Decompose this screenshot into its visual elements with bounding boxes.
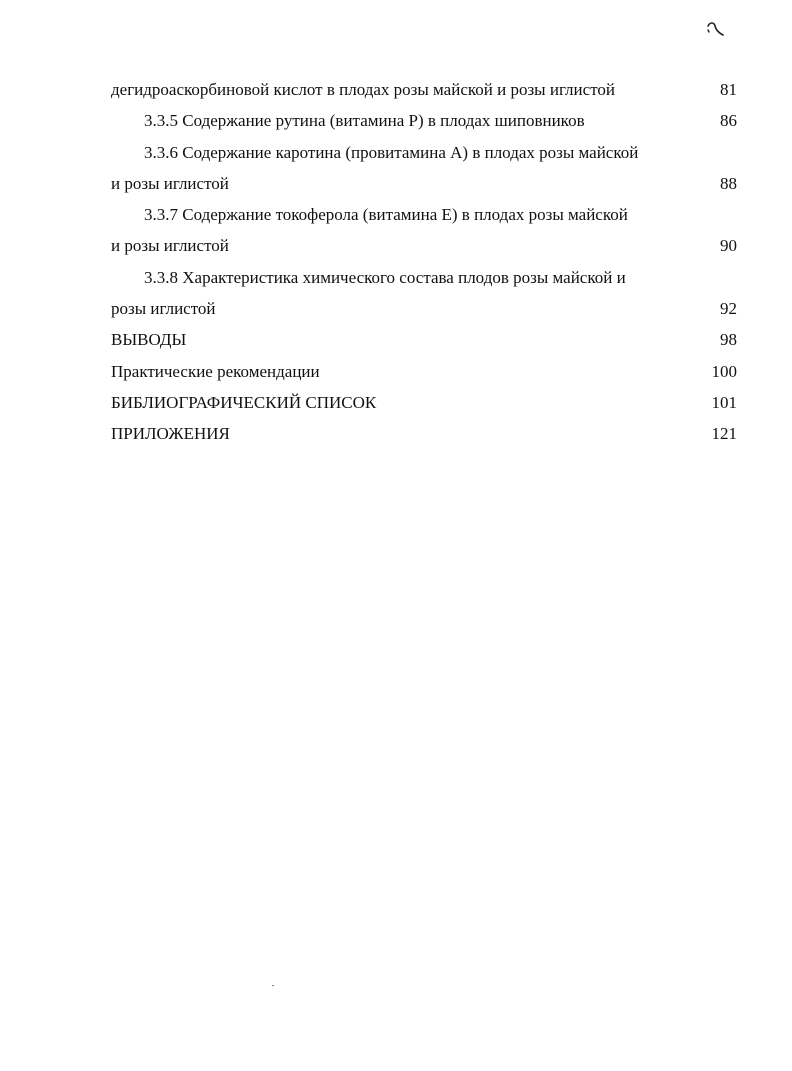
toc-line <box>111 105 737 136</box>
toc-entry-text: ВЫВОДЫ <box>111 330 187 350</box>
toc-line <box>111 293 737 324</box>
toc-page-number: 81 <box>720 80 737 99</box>
toc-page-number: 90 <box>720 236 737 256</box>
toc-line <box>111 168 737 199</box>
toc-line <box>111 137 737 168</box>
scan-speck <box>272 985 274 986</box>
toc-line <box>111 418 737 449</box>
toc-page-number: 100 <box>711 361 737 381</box>
toc-line <box>111 262 737 293</box>
toc-line <box>111 387 737 418</box>
toc-page-number: 98 <box>720 330 737 350</box>
toc-page-number: 101 <box>711 392 737 412</box>
toc-entry-text: Практические рекомендации <box>111 361 320 381</box>
toc-entry-text: ПРИЛОЖЕНИЯ <box>111 424 230 444</box>
toc-entry-text: 3.3.7 Содержание токоферола (витамина Е) в плодах розы майской <box>144 205 628 225</box>
toc-entry-text: 3.3.5 Содержание рутина (витамина Р) в плодах шиповников <box>144 111 585 131</box>
toc-entry-text: 3.3.6 Содержание каротина (провитамина А) в плодах розы майской <box>144 142 639 162</box>
toc-entry-text: и розы иглистой <box>111 173 229 193</box>
toc-line <box>111 230 737 261</box>
toc-line <box>111 324 737 355</box>
toc-entry-text: розы иглистой <box>111 299 216 319</box>
toc-page-number: 86 <box>720 111 737 131</box>
toc-line <box>111 74 737 105</box>
toc-line <box>111 199 737 230</box>
handwritten-page-mark-icon <box>704 20 726 40</box>
toc-entry-text: 3.3.8 Характеристика химического состава плодов розы майской и <box>144 267 626 287</box>
toc-line <box>111 356 737 387</box>
table-of-contents <box>111 74 737 450</box>
toc-entry-text: БИБЛИОГРАФИЧЕСКИЙ СПИСОК <box>111 392 377 412</box>
toc-page-number: 121 <box>711 424 737 444</box>
toc-entry-text: дегидроаскорбиновой кислот в плодах розы майской и розы иглистой <box>111 80 615 99</box>
toc-page-number: 92 <box>720 299 737 319</box>
toc-page-number: 88 <box>720 173 737 193</box>
toc-entry-text: и розы иглистой <box>111 236 229 256</box>
